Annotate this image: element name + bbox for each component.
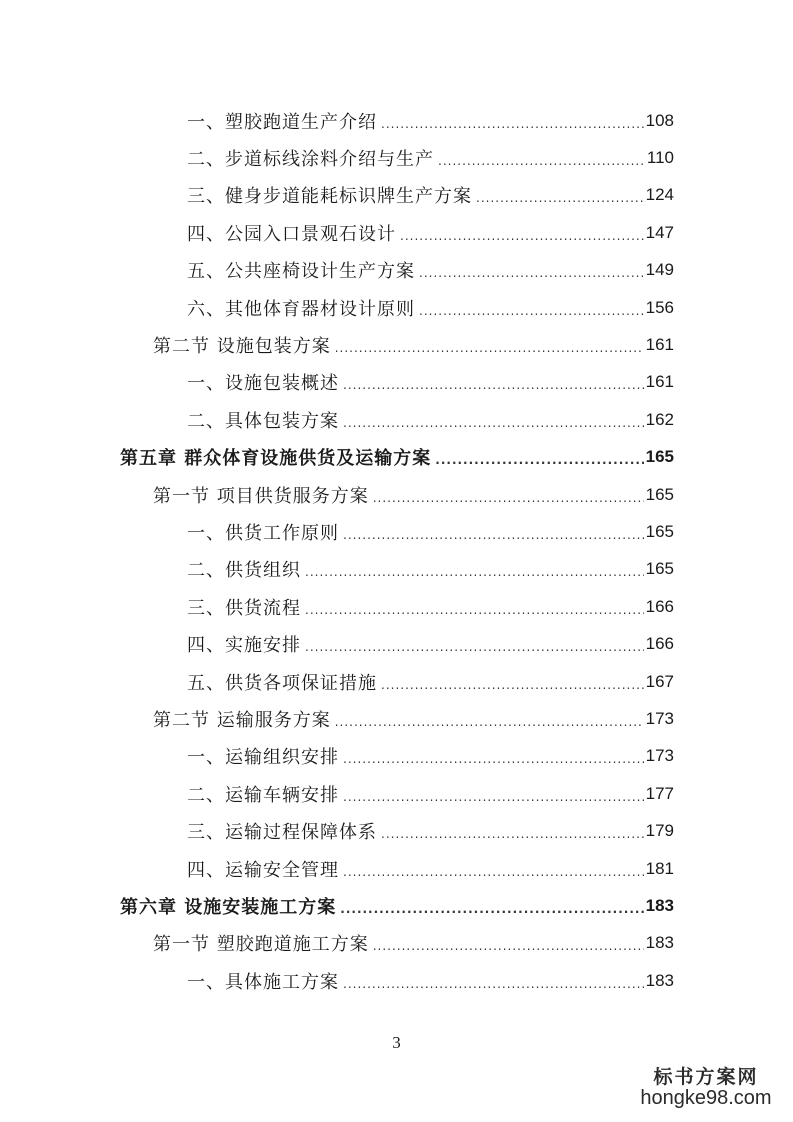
toc-entry[interactable] xyxy=(0,364,793,401)
toc-entry-title: 五、供货各项保证措施 xyxy=(187,672,377,694)
toc-entry[interactable] xyxy=(0,663,793,700)
toc-entry[interactable] xyxy=(0,925,793,962)
toc-entry[interactable] xyxy=(0,850,793,887)
watermark-url: hongke98.com xyxy=(640,1087,772,1109)
toc-entry[interactable] xyxy=(0,214,793,251)
toc-entry[interactable] xyxy=(0,102,793,139)
toc-entry-title: 四、公园入口景观石设计 xyxy=(187,223,396,245)
toc-entry-page: 147 xyxy=(645,222,674,242)
toc-dot-leader xyxy=(419,266,644,280)
toc-entry-page: 165 xyxy=(645,447,674,467)
toc-entry-page: 108 xyxy=(645,110,674,130)
toc-dot-leader xyxy=(343,416,644,430)
toc-entry-title: 六、其他体育器材设计原则 xyxy=(187,298,415,320)
toc-entry-page: 179 xyxy=(645,821,674,841)
toc-entry[interactable] xyxy=(0,775,793,812)
toc-entry[interactable] xyxy=(0,738,793,775)
toc-dot-leader xyxy=(335,715,644,729)
toc-dot-leader xyxy=(340,902,643,916)
toc-entry-title: 二、具体包装方案 xyxy=(187,410,339,432)
toc-entry-title: 四、运输安全管理 xyxy=(187,859,339,881)
toc-entry-page: 173 xyxy=(645,708,674,728)
toc-dot-leader xyxy=(400,229,644,243)
toc-dot-leader xyxy=(373,491,644,505)
toc-dot-leader xyxy=(435,453,643,467)
toc-entry-page: 167 xyxy=(645,671,674,691)
toc-entry[interactable] xyxy=(0,625,793,662)
toc-entry-title: 四、实施安排 xyxy=(187,635,301,657)
toc-entry-title: 第一节 项目供货服务方案 xyxy=(153,485,369,507)
toc-entry-page: 183 xyxy=(645,895,674,915)
watermark-cn: 标书方案网 xyxy=(653,1066,759,1088)
toc-entry-page: 161 xyxy=(645,372,674,392)
toc-entry-page: 173 xyxy=(645,746,674,766)
toc-entry[interactable] xyxy=(0,289,793,326)
toc-dot-leader xyxy=(419,304,644,318)
toc-entry-page: 166 xyxy=(645,634,674,654)
toc-entry-title: 一、具体施工方案 xyxy=(187,971,339,993)
toc-entry-title: 二、步道标线涂料介绍与生产 xyxy=(187,149,434,171)
toc-entry-page: 162 xyxy=(645,409,674,429)
toc-entry-title: 二、运输车辆安排 xyxy=(187,784,339,806)
toc-entry-title: 一、供货工作原则 xyxy=(187,522,339,544)
toc-entry[interactable] xyxy=(0,962,793,999)
toc-dot-leader xyxy=(305,640,644,654)
toc-entry-page: 183 xyxy=(645,970,674,990)
toc-entry-title: 二、供货组织 xyxy=(187,560,301,582)
toc-entry-title: 一、设施包装概述 xyxy=(187,373,339,395)
toc-entry[interactable] xyxy=(0,812,793,849)
toc-dot-leader xyxy=(305,565,644,579)
toc-entry-title: 第二节 设施包装方案 xyxy=(153,336,331,358)
toc-entry[interactable] xyxy=(0,439,793,476)
toc-entry[interactable] xyxy=(0,476,793,513)
toc-entry-title: 一、运输组织安排 xyxy=(187,747,339,769)
page-number: 3 xyxy=(392,1033,401,1052)
toc-entry[interactable] xyxy=(0,177,793,214)
watermark xyxy=(631,1062,781,1110)
toc-entry[interactable] xyxy=(0,551,793,588)
toc-entry-page: 165 xyxy=(645,559,674,579)
toc-entry[interactable] xyxy=(0,139,793,176)
toc-dot-leader xyxy=(381,117,644,131)
toc-dot-leader xyxy=(373,939,644,953)
toc-entry[interactable] xyxy=(0,588,793,625)
toc-dot-leader xyxy=(476,191,644,205)
toc-entry-title: 第二节 运输服务方案 xyxy=(153,709,331,731)
toc-entry-page: 110 xyxy=(646,148,674,168)
toc-dot-leader xyxy=(343,865,644,879)
toc-entry-page: 165 xyxy=(645,484,674,504)
toc-entry-title: 五、公共座椅设计生产方案 xyxy=(187,261,415,283)
toc-entry-title: 第一节 塑胶跑道施工方案 xyxy=(153,934,369,956)
table-of-contents xyxy=(0,102,793,999)
toc-dot-leader xyxy=(305,603,644,617)
toc-entry-title: 三、健身步道能耗标识牌生产方案 xyxy=(187,186,472,208)
toc-entry-page: 124 xyxy=(645,185,674,205)
toc-dot-leader xyxy=(381,678,644,692)
toc-entry[interactable] xyxy=(0,700,793,737)
toc-entry[interactable] xyxy=(0,887,793,924)
toc-dot-leader xyxy=(438,154,645,168)
toc-entry-title: 第六章 设施安装施工方案 xyxy=(120,896,337,918)
toc-dot-leader xyxy=(335,341,644,355)
toc-entry[interactable] xyxy=(0,513,793,550)
toc-dot-leader xyxy=(343,378,644,392)
toc-entry-title: 三、供货流程 xyxy=(187,597,301,619)
toc-entry[interactable] xyxy=(0,326,793,363)
toc-entry-page: 166 xyxy=(645,596,674,616)
toc-dot-leader xyxy=(343,977,644,991)
toc-entry-page: 183 xyxy=(645,933,674,953)
toc-entry-page: 177 xyxy=(645,783,674,803)
toc-dot-leader xyxy=(343,752,644,766)
toc-dot-leader xyxy=(343,528,644,542)
toc-entry[interactable] xyxy=(0,252,793,289)
toc-entry-title: 一、塑胶跑道生产介绍 xyxy=(187,111,377,133)
toc-dot-leader xyxy=(381,827,644,841)
toc-entry-page: 181 xyxy=(645,858,674,878)
toc-dot-leader xyxy=(343,790,644,804)
toc-entry-page: 165 xyxy=(645,521,674,541)
toc-entry-page: 161 xyxy=(645,335,674,355)
toc-entry-title: 第五章 群众体育设施供货及运输方案 xyxy=(120,448,432,470)
toc-entry-page: 156 xyxy=(645,297,674,317)
toc-entry-page: 149 xyxy=(645,260,674,280)
toc-entry-title: 三、运输过程保障体系 xyxy=(187,822,377,844)
toc-entry[interactable] xyxy=(0,401,793,438)
